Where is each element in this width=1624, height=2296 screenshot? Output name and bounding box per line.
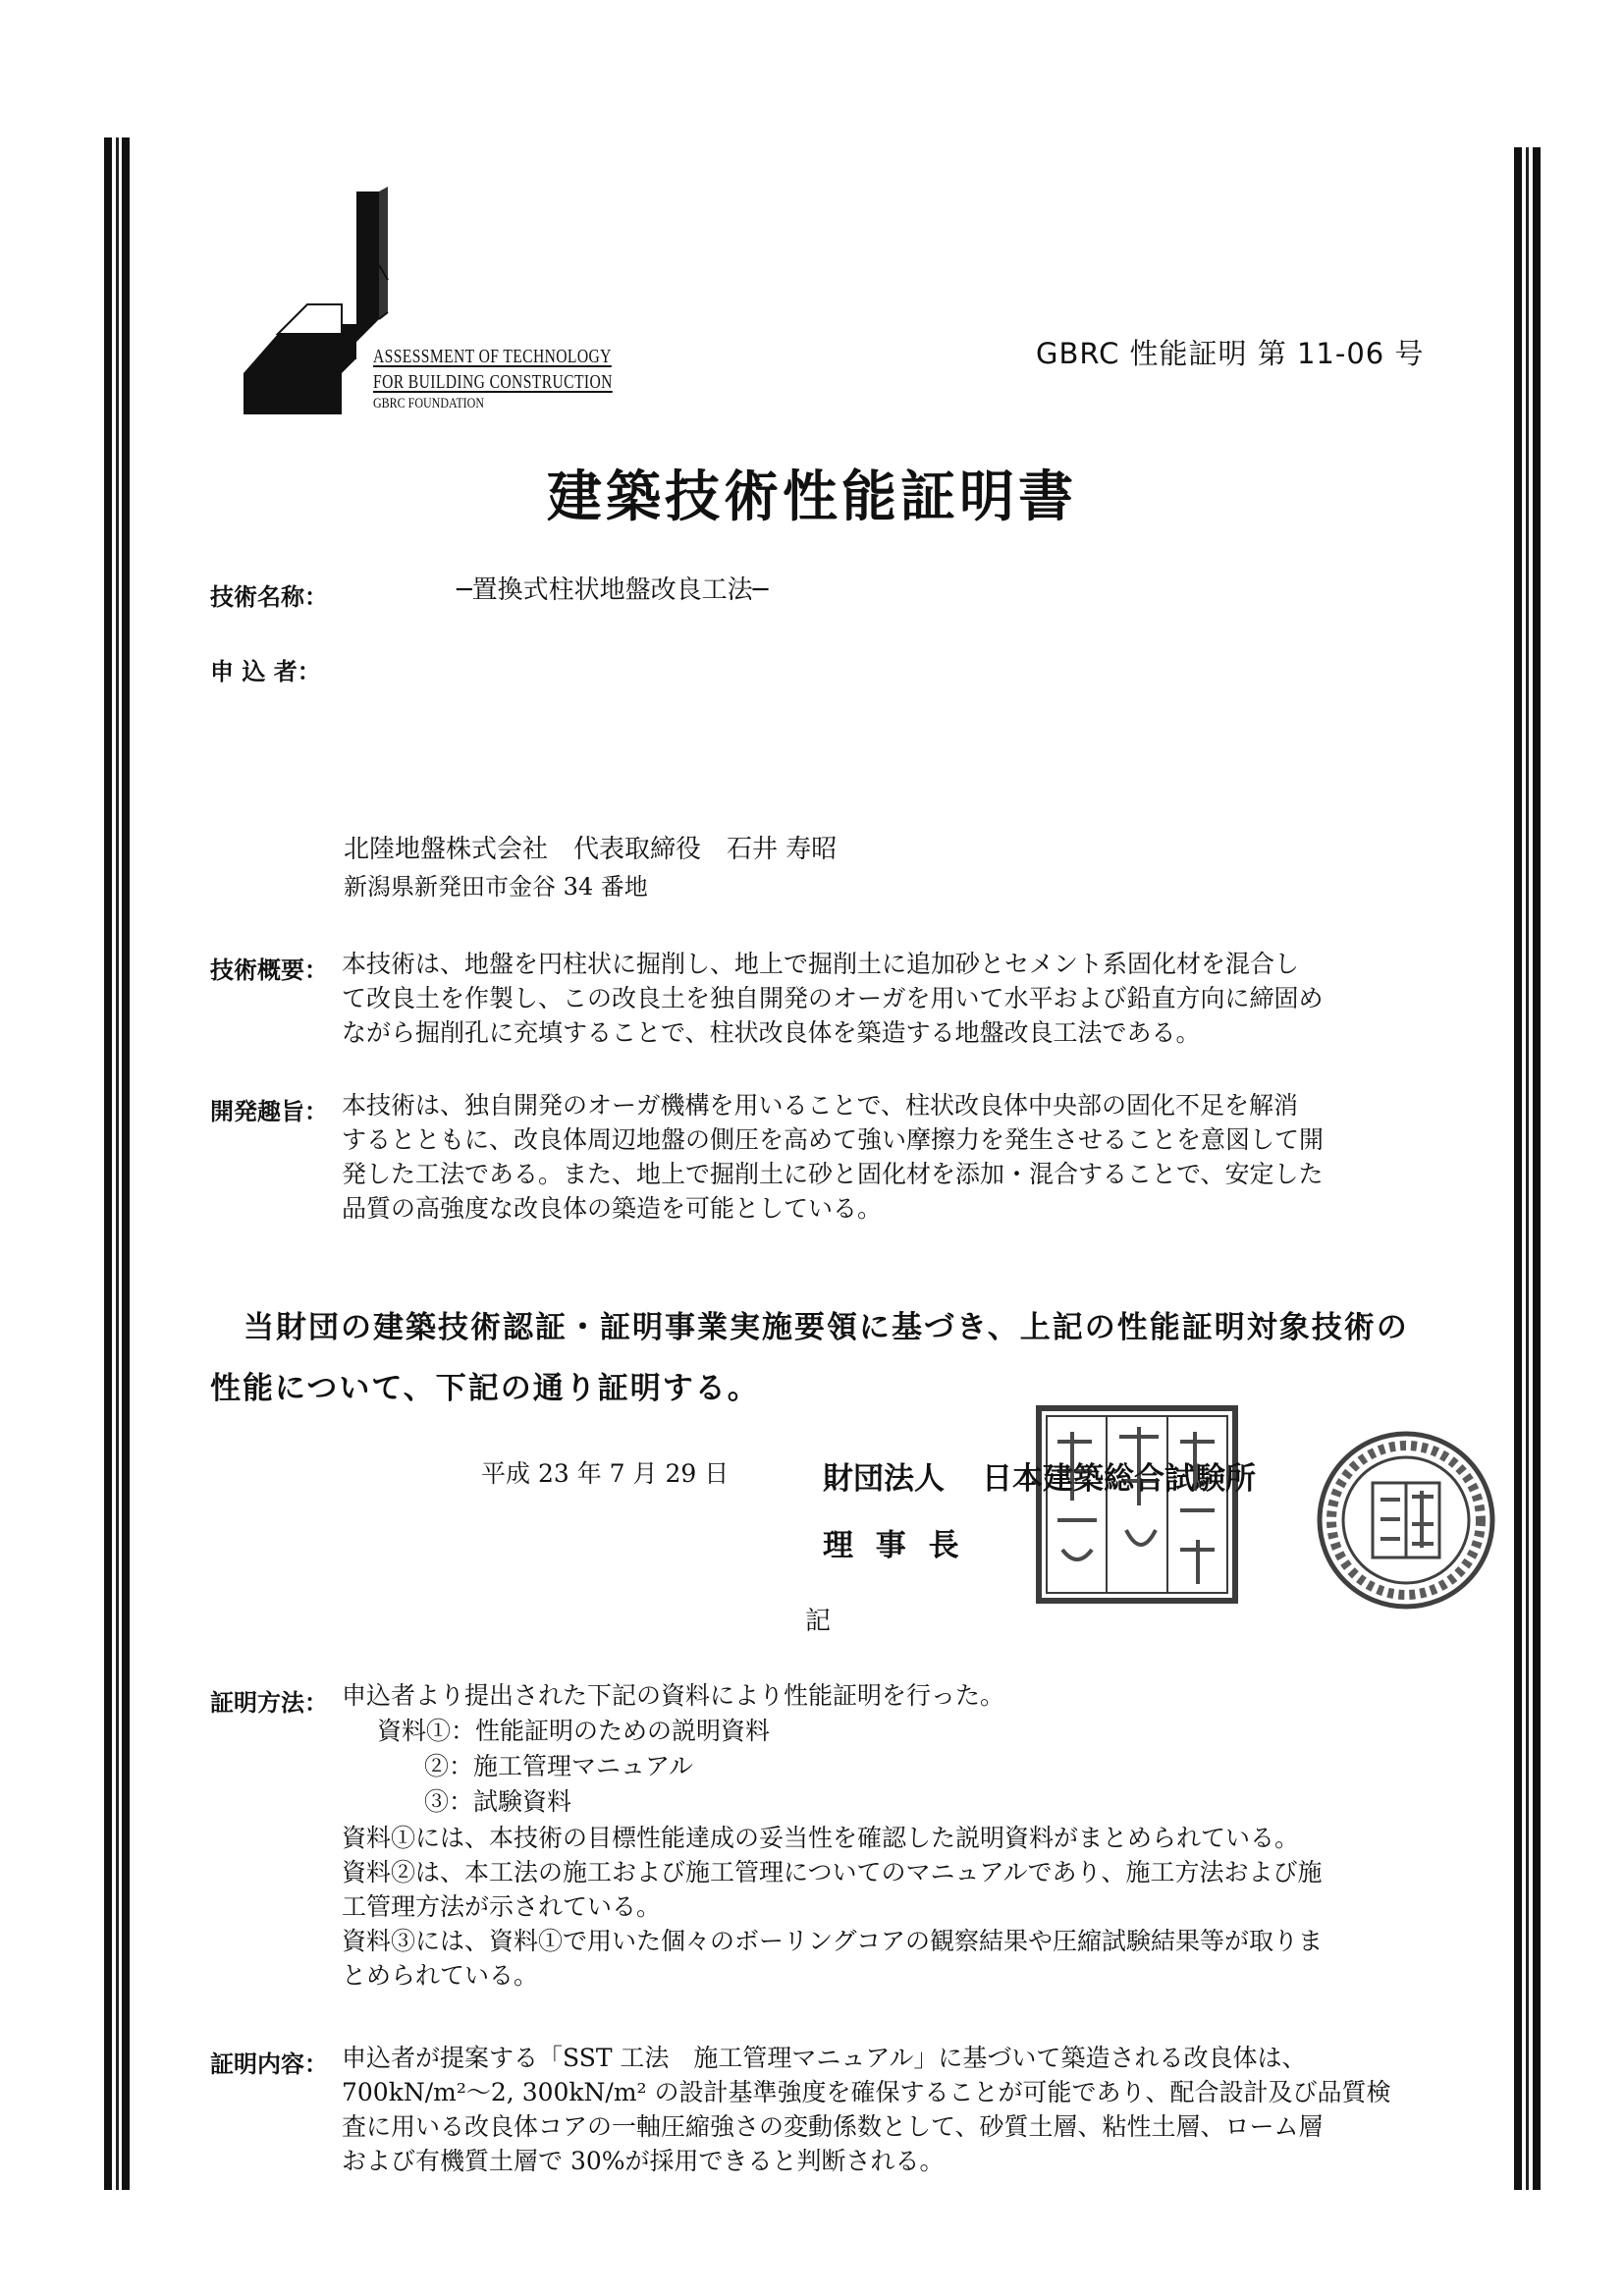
logo-line-2: FOR BUILDING CONSTRUCTION [373, 371, 613, 393]
chairman-title: 理 事 長 [823, 1528, 965, 1563]
applicant-label: 申 込 者： [210, 658, 321, 685]
material-1: 資料①：性能証明のための説明資料 [377, 1717, 771, 1745]
organization-prefix: 財団法人 [823, 1461, 945, 1497]
applicant-name: 北陸地盤株式会社 代表取締役 石井 寿昭 [344, 835, 838, 864]
content-line: および有機質土層で 30%が採用できると判断される。 [342, 2147, 945, 2175]
content-text [342, 2041, 1446, 2178]
applicant-address: 新潟県新発田市金谷 34 番地 [344, 873, 648, 901]
material-3: ③：試験資料 [424, 1787, 572, 1816]
statement-line-2: 性能について、下記の通り証明する。 [210, 1371, 760, 1406]
statement-line-1: 当財団の建築技術認証・証明事業実施要領に基づき、上記の性能証明対象技術の [244, 1310, 1409, 1345]
certificate-number: GBRC 性能証明 第 11-06 号 [1036, 337, 1425, 370]
method-text [342, 1821, 1446, 1993]
issue-date: 平成 23 年 7 月 29 日 [481, 1459, 730, 1488]
square-seal-stamp [1033, 1402, 1241, 1607]
method-line: 資料②は、本工法の施工および施工管理についてのマニュアルであり、施工方法および施 [342, 1858, 1323, 1886]
purpose-line: するとともに、改良体周辺地盤の側圧を高めて強い摩擦力を発生させることを意図して開 [342, 1125, 1325, 1154]
left-border-decoration [94, 137, 141, 2190]
method-line: 工管理方法が示されている。 [342, 1892, 662, 1921]
round-seal-stamp [1312, 1426, 1500, 1614]
material-2: ②：施工管理マニュアル [424, 1752, 694, 1780]
technology-label: 技術名称： [210, 583, 328, 611]
logo-text [373, 344, 680, 412]
overview-line: ながら掘削孔に充填することで、柱状改良体を築造する地盤改良工法である。 [342, 1018, 1201, 1047]
purpose-label: 開発趣旨： [210, 1098, 328, 1125]
overview-text [342, 947, 1446, 1050]
method-line: 資料③には、資料①で用いた個々のボーリングコアの観察結果や圧縮試験結果等が取りま [342, 1927, 1324, 1955]
method-label: 証明方法： [210, 1689, 328, 1717]
method-intro: 申込者より提出された下記の資料により性能証明を行った。 [342, 1681, 1005, 1710]
content-line: 700kN/m²～2, 300kN/m² の設計基準強度を確保することが可能であり、配合設計及び品質検 [342, 2078, 1391, 2106]
content-line: 申込者が提案する「SST 工法 施工管理マニュアル」に基づいて築造される改良体は、 [342, 2044, 1307, 2072]
purpose-line: 品質の高強度な改良体の築造を可能としている。 [342, 1194, 883, 1223]
overview-line: て改良土を作製し、この改良土を独自開発のオーガを用いて水平および鉛直方向に締固め [342, 984, 1324, 1012]
logo-line-1: ASSESSMENT OF TECHNOLOGY [373, 346, 612, 367]
purpose-line: 発した工法である。また、地上で掘削土に砂と固化材を添加・混合することで、安定した [342, 1160, 1324, 1188]
document-title: 建築技術性能証明書 [547, 465, 1077, 529]
ki-mark: 記 [805, 1607, 832, 1636]
method-line: 資料①には、本技術の目標性能達成の妥当性を確認した説明資料がまとめられている。 [342, 1824, 1300, 1852]
organization-name: 日本建築総合試験所 [982, 1461, 1256, 1497]
method-line: とめられている。 [342, 1961, 539, 1990]
overview-label: 技術概要： [210, 957, 328, 984]
purpose-line: 本技術は、独自開発のオーガ機構を用いることで、柱状改良体中央部の固化不足を解消 [342, 1091, 1299, 1120]
overview-line: 本技術は、地盤を円柱状に掘削し、地上で掘削土に追加砂とセメント系固化材を混合し [342, 950, 1300, 978]
technology-name: ─置換式柱状地盤改良工法─ [457, 575, 769, 605]
content-line: 査に用いる改良体コアの一軸圧縮強さの変動係数として、砂質土層、粘性土層、ローム層 [342, 2112, 1324, 2141]
purpose-text [342, 1088, 1446, 1226]
logo-line-3: GBRC FOUNDATION [373, 396, 485, 411]
content-label: 証明内容： [210, 2050, 328, 2078]
